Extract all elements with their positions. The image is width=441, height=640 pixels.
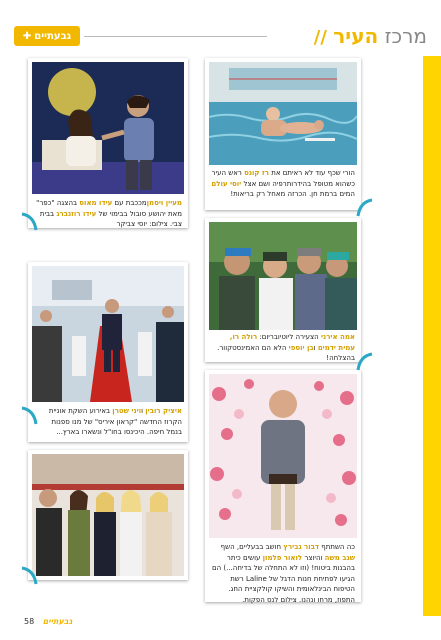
magazine-name: גבעתיים: [42, 617, 73, 626]
section-title-gray: מרכז: [384, 24, 427, 48]
swoosh-icon: [356, 196, 374, 218]
group-image: [32, 454, 184, 576]
friends-image: [209, 222, 357, 330]
cruise-caption: איציק רובין וויני שטרן באירוע השקת אוניית הקרוז החדשה "קראון איריס" של מנו ספנות בנמל חיפה. היכינסו בחו"ל ונשארו בארץ...: [48, 407, 182, 436]
photo-card-friends: [205, 218, 361, 362]
pool-photo: [209, 62, 357, 165]
header-divider: [84, 36, 267, 37]
swoosh-icon: [356, 350, 374, 372]
group-photo: [32, 454, 184, 576]
laline-photo: [209, 374, 357, 538]
page-footer: [24, 617, 72, 626]
section-title-yellow: העיר: [333, 24, 379, 48]
page-header: [14, 24, 427, 50]
photo-card-cruise: [28, 262, 188, 442]
section-title-slashes: //: [313, 27, 327, 48]
section-title: [310, 24, 427, 48]
page-number: 58: [24, 617, 35, 626]
photo-card-theater: [28, 58, 188, 228]
photo-card-laline: [205, 370, 361, 602]
theater-caption: מעיין ויסמןמככבת עם עידו מאוס בהצגה "כפר" מאת יהושע סובול בבימוי של עידו רוזנברג בבית צבי. צילום: יוסי צביקר: [36, 199, 182, 228]
photo-card-pool: [205, 58, 361, 210]
swoosh-icon: [20, 404, 38, 426]
laline-caption: כה השתתף דבור גבירץ חושב בבעליים, השף שגב משה והיוצר לואור פלמון עושים כיתר בהבנות ביטוח! (וזו לא התחלה של בדיחה...) הם הגיעו לפתיחת חנות הדגל של Laline רשת הטיפוח הבינלאומית והשיקו קולקציית החג. התפוז, מרחו ונהנו. צילום לנס הפקות.: [211, 543, 355, 604]
photo-card-group: [28, 450, 188, 580]
swoosh-icon: [20, 210, 38, 232]
friends-photo: [209, 222, 357, 330]
city-badge: [14, 26, 80, 46]
laline-image: [209, 374, 357, 538]
plus-icon: ✚: [22, 30, 32, 42]
friends-caption: אמה אירני הצעירה ליוטיובריום: רולה רו, עמית ידמים ובן יוספי הלא הם האמינסטקוור. בהצלחה!: [217, 333, 355, 362]
theater-photo: [32, 62, 184, 194]
pool-image: [209, 62, 357, 165]
pool-caption: הורי שכף עוד לא ראיתם את רז קונס ראש העיר כשהוא מטופל בהידרותרפיה ושם אצל יוסי עולם המים ברמת חן. הכרזה מאחל רק בריאות!: [211, 169, 355, 198]
swoosh-icon: [20, 564, 38, 586]
city-badge-label: גבעתיים: [34, 30, 72, 42]
cruise-image: [32, 266, 184, 402]
side-color-stripe: [423, 56, 441, 616]
theater-image: [32, 62, 184, 194]
cruise-photo: [32, 266, 184, 402]
